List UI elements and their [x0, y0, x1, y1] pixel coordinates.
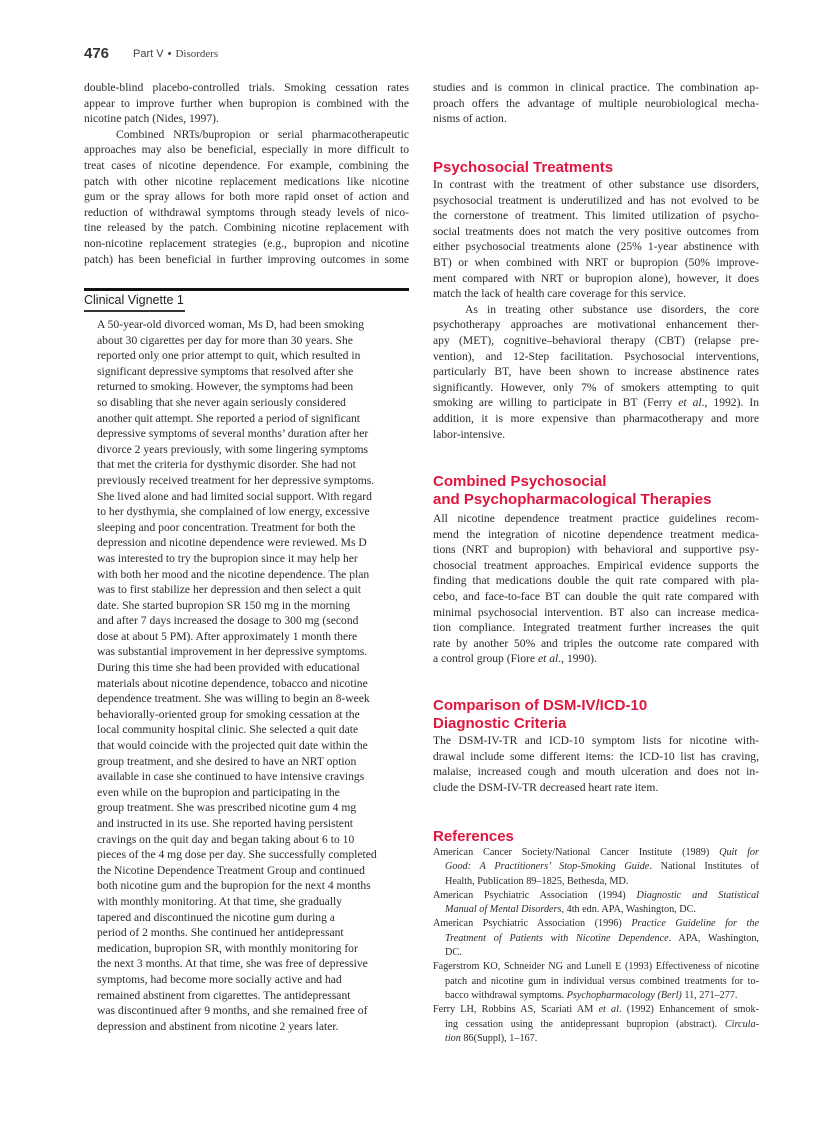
- separator: •: [167, 48, 172, 60]
- section-label: Disorders: [175, 48, 219, 60]
- text-segment: ., 1992). In: [701, 396, 759, 410]
- text-line: symptoms, had become more socially active and had: [97, 972, 342, 986]
- text-line: divorce 2 years previously, with some lingering symptoms: [97, 442, 369, 456]
- section-heading: [433, 159, 759, 177]
- text-line: and instructed in its use. She reported having persistent: [97, 817, 353, 830]
- text-line: significantly. However, only 7% of smokers attempting to quit: [433, 380, 759, 394]
- reference-line: [433, 989, 759, 1003]
- text-line: labor-intensive.: [433, 427, 506, 441]
- reference-line: [433, 1003, 759, 1017]
- italic-text: Quit for: [719, 847, 759, 858]
- text-line: medication, bupropion SR, with monthly monitoring for: [97, 941, 358, 955]
- text-line: returned to smoking. However, the symptoms had been: [97, 380, 354, 394]
- text-line: approaches may also be beneficial, especially in more difficult to: [84, 143, 409, 157]
- text-line: materials about nicotine dependence, tobacco and nicotine: [97, 676, 368, 690]
- text-line: particularly BT, have been shown to increase abstinence rates: [433, 365, 759, 379]
- text-line: During this time she had been provided with educational: [97, 661, 360, 675]
- reference-entry: [433, 917, 759, 960]
- reference-line: patch and nicotine gum in individual versus combined treatments for to-: [445, 975, 759, 987]
- text-line: so disabling that she never again seriously considered: [97, 395, 346, 409]
- text-line: significant depressive symptoms that resolved after she: [97, 364, 354, 378]
- vignette-title: Clinical Vignette 1: [84, 293, 184, 307]
- text-segment: Ferry LH, Robbins AS, Scariati AM: [433, 1004, 599, 1016]
- text-line: treat cases of nicotine dependence. For example, combining the: [84, 158, 409, 172]
- text-line: about 30 cigarettes per day for more than 30 years. She: [97, 333, 353, 347]
- text-line: BT) or when combined with NRT or bupropion (50% improve-: [433, 255, 759, 269]
- text-segment: . APA, Washington,: [668, 932, 759, 944]
- reference-line: [433, 932, 759, 946]
- text-segment: smoking are willing to participate in BT (Ferry: [433, 396, 679, 410]
- text-line: was interested to try the bupropion since it may help her: [97, 551, 358, 565]
- text-line: tine released by the patch. Combining nicotine replacement with: [84, 221, 409, 235]
- text-line: pieces of the 4 mg dose per day. She successfully completed: [97, 848, 377, 862]
- section-heading: [433, 697, 759, 733]
- text-line: [433, 395, 759, 411]
- text-line: with both her mood and the nicotine dependence. The plan: [97, 567, 370, 581]
- text-line: and after 7 days increased the dosage to 300 mg (second: [97, 614, 359, 628]
- text-line: was substantial improvement in her depressive symptoms.: [97, 645, 368, 659]
- text-line: nicotine patch (Nides, 1997).: [84, 112, 219, 126]
- text-line: date. She started bupropion SR 150 mg in the morning: [97, 598, 351, 612]
- section-heading: [433, 473, 759, 509]
- text-line: minimal psychosocial intervention. BT also can increase medica-: [433, 605, 759, 619]
- page-number: 476: [84, 45, 110, 62]
- text-line: vention), and 12-Step facilitation. Psychosocial interventions,: [433, 349, 759, 363]
- text-line: depression and abstinent from nicotine 2 years later.: [97, 1019, 339, 1033]
- text-line: As in treating other substance use disorders, the core: [465, 302, 759, 316]
- text-line: cebo, and face-to-face BT can double the quit rate compared with: [433, 589, 759, 603]
- text-line: ment compared with NRT or bupropion alone), however, it does: [433, 271, 759, 285]
- text-line: rate by another 50% and triples the outcome rate compared with: [433, 636, 759, 650]
- text-line: All nicotine dependence treatment practice guidelines recom-: [433, 512, 759, 525]
- reference-line: Health, Publication 89–1825, Bethesda, MD.: [445, 875, 629, 887]
- italic-text: Treatment of Patients with Nicotine Dependence: [445, 932, 669, 944]
- text-line: mend the integration of nicotine dependence treatment medica-: [433, 527, 759, 541]
- text-line: remained abstinent from cigarettes. The antidepressant: [97, 988, 351, 1002]
- reference-line: [433, 846, 759, 860]
- italic-text: Manual of Mental Disorders: [445, 904, 562, 916]
- heading-line: Comparison of DSM-IV/ICD-10: [433, 697, 648, 714]
- italic-text: Good: A Practitioners’ Stop-Smoking Guide: [445, 861, 650, 873]
- text-line: to her dysthymia, she complained of low energy, excessive: [97, 505, 370, 519]
- text-line: cravings on the quit day and began taking about 6 to 10: [97, 832, 355, 846]
- text-line: In contrast with the treatment of other substance use disorders,: [433, 178, 759, 191]
- reference-entry: [433, 889, 759, 918]
- reference-line: [433, 903, 759, 917]
- text-segment: . National Institutes of: [649, 861, 759, 873]
- italic-text: et al: [537, 652, 559, 666]
- text-segment: American Cancer Society/National Cancer Institute (1989): [433, 847, 720, 858]
- text-segment: bacco withdrawal symptoms.: [445, 989, 567, 1001]
- text-line: behaviorally-oriented group for smoking cessation at the: [97, 707, 360, 721]
- text-line: social treatments does not match the very positive outcomes from: [433, 224, 759, 238]
- text-line: double-blind placebo-controlled trials. Smoking cessation rates: [84, 81, 409, 94]
- section-body: [433, 177, 759, 442]
- text-line: [433, 651, 759, 667]
- text-line: proach offers the advantage of multiple neurobiological mecha-: [433, 96, 759, 110]
- text-line: reduction of withdrawal symptoms through steady levels of nico-: [84, 205, 409, 219]
- text-line: dose at about 5 PM). After approximately 1 month there: [97, 629, 358, 643]
- italic-text: et al: [678, 396, 702, 410]
- text-line: group treatment, and she desired to have an NRT option: [97, 754, 357, 768]
- text-line: depressive symptoms of several months’ duration after her: [97, 427, 369, 441]
- text-line: clude the DSM-IV-TR decreased heart rate item.: [433, 780, 659, 794]
- vignette-title-underline: [84, 310, 185, 312]
- text-line: patch) has been beneficial in further improving outcomes in some: [84, 252, 409, 266]
- text-line: was discontinued after 9 months, and she remained free of: [97, 1004, 368, 1018]
- text-line: A 50-year-old divorced woman, Ms D, had been smoking: [97, 318, 365, 331]
- reference-line: [433, 889, 759, 903]
- running-header: [133, 48, 218, 60]
- reference-entry: [433, 846, 759, 889]
- text-line: apy (MET), cognitive–behavioral therapy (CBT) (relapse pre-: [433, 333, 759, 347]
- text-line: the Nicotine Dependence Treatment Group and continued: [97, 863, 365, 877]
- text-segment: a control group (Fiore: [433, 652, 538, 666]
- part-label: Part V: [133, 48, 164, 60]
- text-line: tions (NRT and bupropion) with behavioral and supportive psy-: [433, 543, 759, 557]
- italic-text: et al: [598, 1004, 619, 1016]
- text-line: psychotherapy approaches are motivational enhancement ther-: [433, 318, 759, 332]
- references-list: [433, 846, 759, 1046]
- text-line: studies and is common in clinical practice. The combination ap-: [433, 81, 759, 94]
- text-line: chosocial treatment approaches. Empirical evidence supports the: [433, 558, 759, 572]
- text-line: malaise, increased cough and mouth ulceration and does not in-: [433, 765, 759, 779]
- text-line: reported only one prior attempt to quit, which resulted in: [97, 349, 361, 363]
- italic-text: Psychopharmacology (Berl): [566, 989, 682, 1001]
- text-line: gum or the spray allows for both more rapid onset of action and: [84, 190, 409, 204]
- italic-text: Diagnostic and Statistical: [636, 889, 759, 901]
- heading-line: Psychosocial Treatments: [433, 159, 614, 176]
- reference-line: [433, 917, 759, 931]
- references-heading: References: [433, 828, 514, 845]
- text-segment: , 4th edn. APA, Washington, DC.: [561, 904, 696, 916]
- text-line: depression and nicotine dependence were reviewed. Ms D: [97, 536, 367, 550]
- text-line: dependence treatment. She was willing to begin an 8-week: [97, 692, 370, 706]
- heading-line: Diagnostic Criteria: [433, 715, 567, 732]
- text-line: The DSM-IV-TR and ICD-10 symptom lists for nicotine with-: [433, 734, 759, 747]
- text-line: drawal include some different items: the ICD-10 list has craving,: [433, 749, 759, 763]
- reference-line: DC.: [445, 947, 462, 959]
- text-line: non-nicotine replacement strategies (e.g., bupropion and nicotine: [84, 236, 409, 250]
- vignette-text: [97, 317, 402, 1034]
- text-segment: ing cessation using the antidepressant bupropion (abstract).: [445, 1018, 725, 1030]
- text-line: sleeping and poor concentration. Treatment for both the: [97, 520, 356, 534]
- text-line: that met the criteria for dysthymic disorder. She had not: [97, 458, 356, 472]
- text-segment: American Psychiatric Association (1996): [433, 918, 632, 930]
- text-line: match the lack of health care coverage for this service.: [433, 287, 687, 301]
- text-line: both nicotine gum and the bupropion for the next 4 months: [97, 879, 371, 893]
- text-line: psychosocial treatment is underutilized and has not evolved to be: [433, 193, 759, 207]
- text-line: that would coincide with the projected quit date within the: [97, 739, 368, 753]
- left-intro-text: [84, 80, 409, 267]
- vignette-rule: [84, 288, 409, 291]
- text-line: available in case she continued to have intensive cravings: [97, 770, 365, 784]
- heading-line: Combined Psychosocial: [433, 473, 607, 490]
- text-line: tion compliance. Integrated treatment further increases the quit: [433, 621, 759, 635]
- reference-line: [433, 1018, 759, 1032]
- text-line: appear to improve further when bupropion is combined with the: [84, 96, 409, 110]
- text-line: finding that medications double the quit rate compared with pla-: [433, 574, 759, 588]
- text-line: was to first stabilize her depression and then select a quit: [97, 583, 362, 597]
- text-line: previously received treatment for her depressive symptoms.: [97, 473, 375, 487]
- text-segment: 11, 271–277.: [681, 989, 738, 1001]
- text-segment: American Psychiatric Association (1994): [433, 889, 637, 901]
- section-body: [433, 733, 759, 795]
- italic-text: Practice Guideline for the: [631, 918, 759, 930]
- text-line: group treatment. She was prescribed nicotine gum 4 mg: [97, 801, 357, 815]
- text-line: the cornerstone of treatment. This limited utilization of psycho-: [433, 209, 759, 223]
- text-line: patch with other nicotine replacement medications like nicotine: [84, 174, 409, 188]
- text-line: even while on the bupropion and participating in the: [97, 785, 340, 799]
- reference-line: [433, 1032, 759, 1046]
- right-intro-text: [433, 80, 759, 127]
- text-segment: ., 1990).: [558, 652, 597, 666]
- section-body: [433, 511, 759, 667]
- text-line: local community hospital clinic. She selected a quit date: [97, 723, 359, 737]
- text-segment: . (1992) Enhancement of smok-: [619, 1004, 759, 1016]
- italic-text: tion: [445, 1032, 461, 1044]
- text-line: the next 3 months. At that time, she was free of depressive: [97, 957, 368, 971]
- reference-entry: [433, 960, 759, 1003]
- reference-entry: [433, 1003, 759, 1046]
- heading-line: and Psychopharmacological Therapies: [433, 491, 712, 508]
- text-line: with monthly monitoring. At that time, she gradually: [97, 894, 343, 908]
- text-line: either psychosocial treatments alone (25% 1-year abstinence with: [433, 240, 759, 254]
- text-line: nisms of action.: [433, 112, 507, 126]
- text-line: period of 2 months. She continued her antidepressant: [97, 926, 344, 940]
- text-line: She lived alone and had limited social support. With regard: [97, 489, 372, 503]
- reference-line: [433, 860, 759, 874]
- text-segment: 86(Suppl), 1–167.: [460, 1032, 538, 1044]
- reference-line: Fagerstrom KO, Schneider NG and Lunell E (1993) Effectiveness of nicotine: [433, 961, 759, 973]
- text-line: addition, it is more expensive than pharmacotherapy and more: [433, 411, 759, 425]
- text-line: another quit attempt. She reported a period of significant: [97, 411, 361, 425]
- italic-text: Circula-: [724, 1018, 759, 1030]
- text-line: Combined NRTs/bupropion or serial pharmacotherapeutic: [116, 127, 409, 141]
- text-line: tapered and discontinued the nicotine gum during a: [97, 910, 335, 924]
